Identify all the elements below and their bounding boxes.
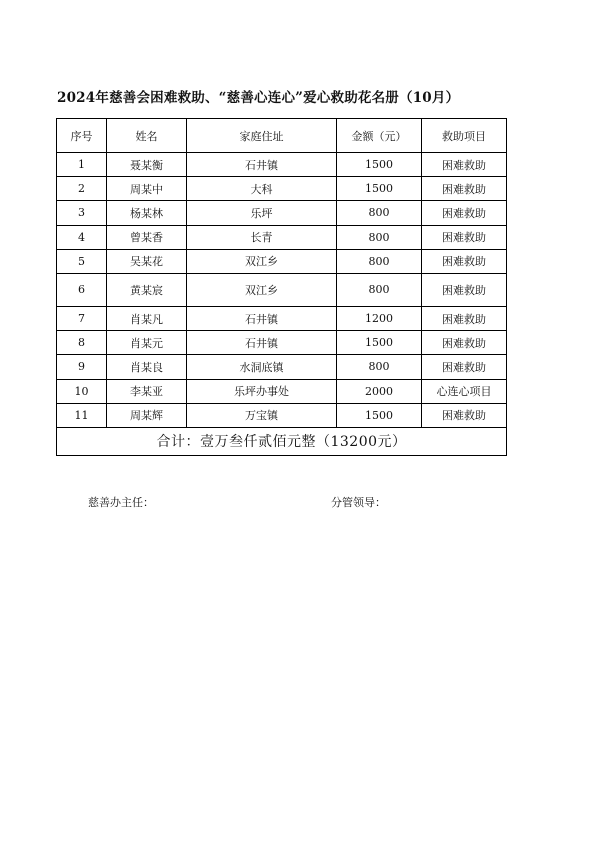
cell-index: 2 [57,177,107,201]
cell-name: 黄某宸 [107,273,187,306]
table-row [57,331,507,355]
cell-address: 双江乡 [187,273,337,306]
cell-project: 困难救助 [422,153,507,177]
cell-address: 乐坪 [187,201,337,225]
table-header-row [57,119,507,153]
cell-amount: 1200 [337,306,422,330]
cell-address: 石井镇 [187,331,337,355]
header-amount: 金额（元） [337,119,422,153]
cell-project: 困难救助 [422,403,507,427]
cell-index: 1 [57,153,107,177]
leader-signature-label: 分管领导： [331,496,386,509]
director-signature-label: 慈善办主任： [88,496,154,509]
cell-name: 周某辉 [107,403,187,427]
cell-index: 4 [57,225,107,249]
cell-amount: 800 [337,249,422,273]
table-row [57,177,507,201]
table-row [57,249,507,273]
table-row [57,379,507,403]
cell-index: 3 [57,201,107,225]
cell-amount: 800 [337,225,422,249]
cell-amount: 800 [337,273,422,306]
cell-amount: 1500 [337,153,422,177]
cell-project: 困难救助 [422,273,507,306]
table-row [57,153,507,177]
cell-project: 心连心项目 [422,379,507,403]
cell-index: 7 [57,306,107,330]
cell-amount: 1500 [337,177,422,201]
cell-amount: 1500 [337,331,422,355]
header-index: 序号 [57,119,107,153]
cell-name: 曾某香 [107,225,187,249]
table-row [57,225,507,249]
document-title: 2024年慈善会困难救助、“慈善心连心”爱心救助花名册（10月） [57,90,460,106]
total-row [57,427,507,455]
cell-address: 乐坪办事处 [187,379,337,403]
cell-name: 李某亚 [107,379,187,403]
cell-name: 肖某元 [107,331,187,355]
cell-index: 8 [57,331,107,355]
cell-name: 周某中 [107,177,187,201]
cell-address: 大科 [187,177,337,201]
cell-amount: 800 [337,355,422,379]
cell-name: 吴某花 [107,249,187,273]
relief-roster-table [56,118,507,456]
cell-project: 困难救助 [422,225,507,249]
cell-name: 聂某衡 [107,153,187,177]
header-name: 姓名 [107,119,187,153]
header-project: 救助项目 [422,119,507,153]
cell-index: 5 [57,249,107,273]
cell-amount: 2000 [337,379,422,403]
cell-address: 万宝镇 [187,403,337,427]
cell-amount: 1500 [337,403,422,427]
total-amount-text: 合计：壹万叁仟贰佰元整（13200元） [57,427,507,455]
cell-address: 水洞底镇 [187,355,337,379]
cell-project: 困难救助 [422,177,507,201]
table-row [57,306,507,330]
cell-name: 肖某凡 [107,306,187,330]
cell-address: 石井镇 [187,153,337,177]
cell-project: 困难救助 [422,249,507,273]
header-address: 家庭住址 [187,119,337,153]
cell-index: 6 [57,273,107,306]
cell-name: 肖某良 [107,355,187,379]
cell-index: 10 [57,379,107,403]
cell-address: 长青 [187,225,337,249]
cell-project: 困难救助 [422,306,507,330]
cell-name: 杨某林 [107,201,187,225]
table-row [57,201,507,225]
table-row [57,403,507,427]
table-row [57,273,507,306]
cell-index: 11 [57,403,107,427]
table-row [57,355,507,379]
cell-amount: 800 [337,201,422,225]
cell-index: 9 [57,355,107,379]
cell-project: 困难救助 [422,331,507,355]
cell-project: 困难救助 [422,355,507,379]
cell-project: 困难救助 [422,201,507,225]
cell-address: 双江乡 [187,249,337,273]
cell-address: 石井镇 [187,306,337,330]
